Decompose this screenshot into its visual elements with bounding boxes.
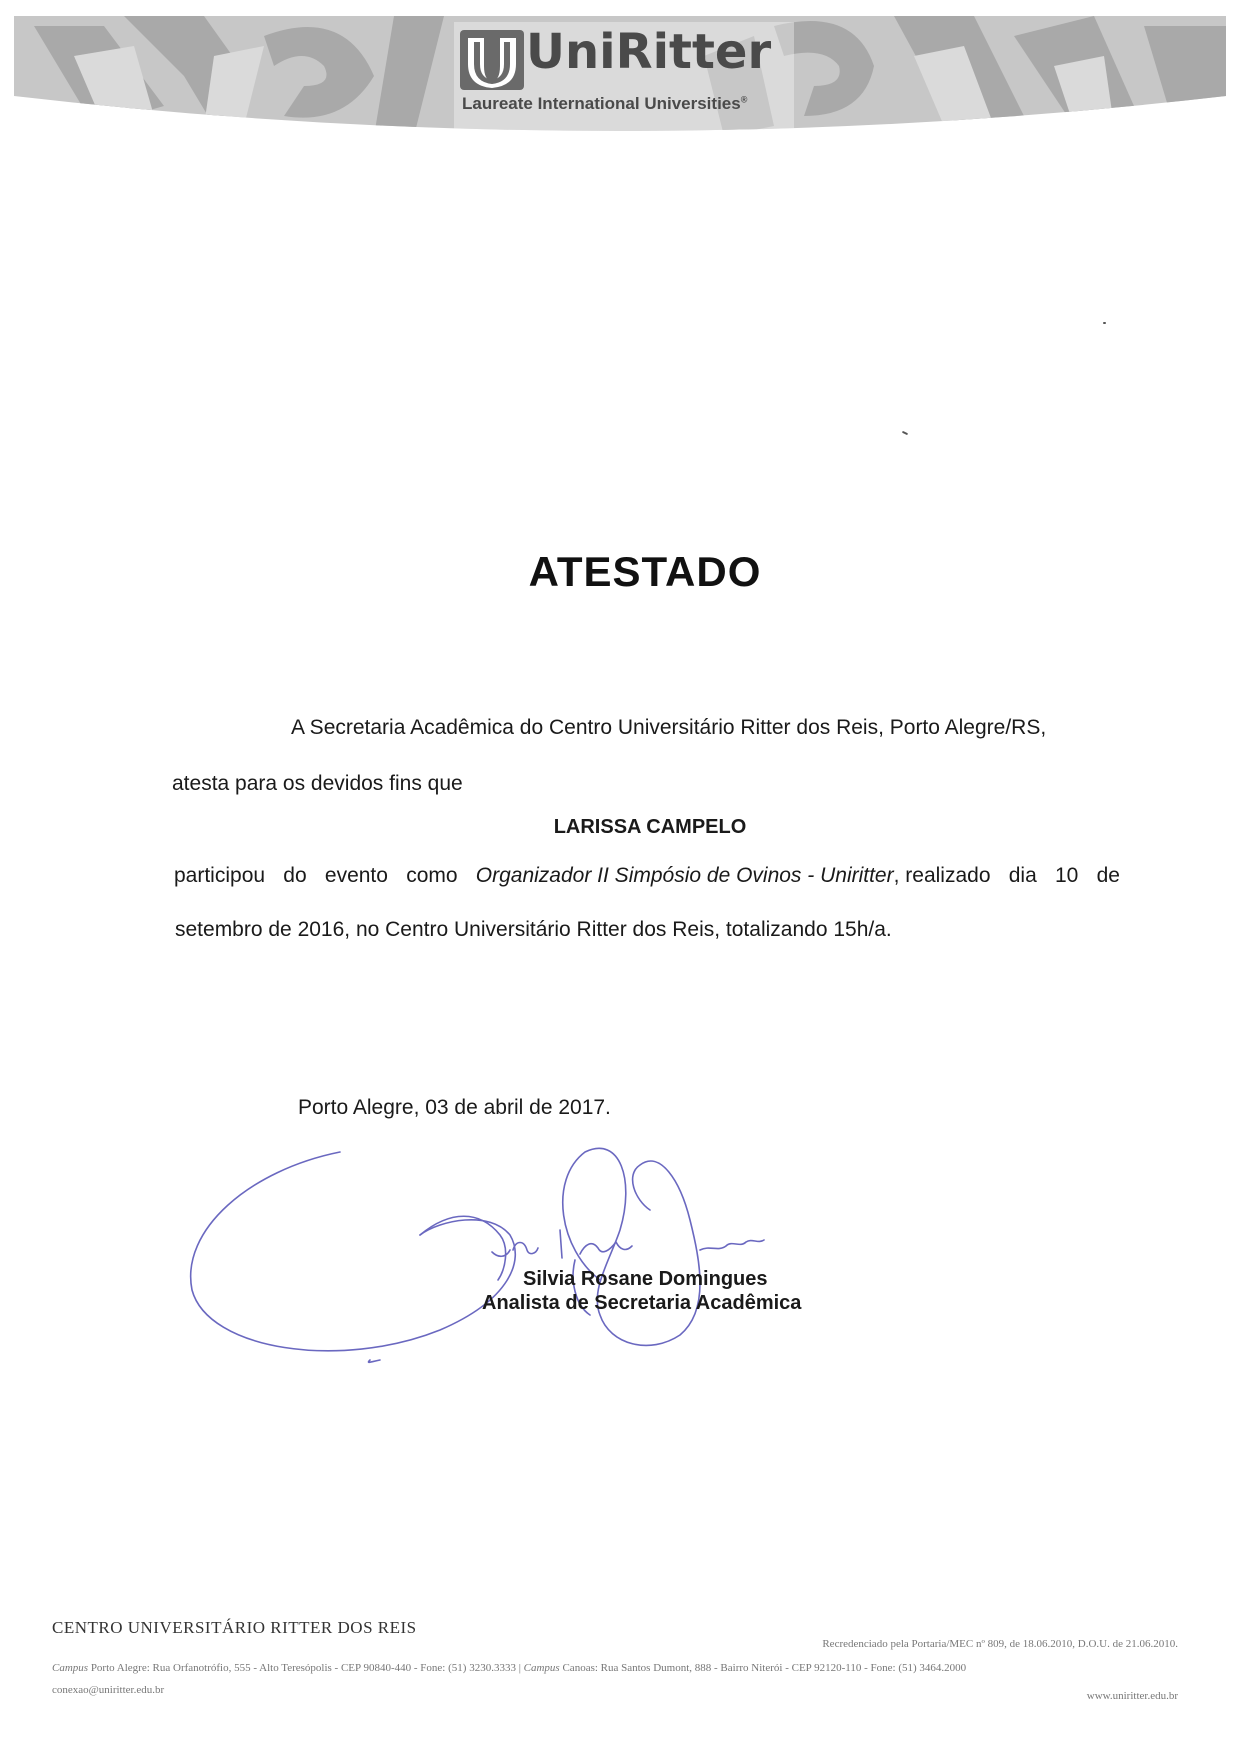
campus-label: Campus bbox=[52, 1662, 89, 1674]
ritter-shield-icon bbox=[460, 30, 524, 90]
place-date: Porto Alegre, 03 de abril de 2017. bbox=[298, 1096, 611, 1119]
logo-tagline bbox=[462, 94, 747, 114]
word: participou bbox=[174, 864, 266, 887]
word: 10 bbox=[1055, 864, 1079, 887]
uniritter-logo bbox=[460, 24, 820, 128]
paragraph-participation bbox=[174, 864, 1120, 888]
word: dia bbox=[1008, 864, 1037, 887]
word: como bbox=[406, 864, 458, 887]
footer-website-link[interactable]: www.uniritter.edu.br bbox=[1086, 1690, 1178, 1702]
scan-speck bbox=[902, 431, 908, 435]
document-title: ATESTADO bbox=[528, 548, 762, 595]
person-name: LARISSA CAMPELO bbox=[553, 816, 747, 838]
paragraph-intro: A Secretaria Acadêmica do Centro Universitário Ritter dos Reis, Porto Alegre/RS, bbox=[291, 716, 1047, 739]
event-title: Organizador II Simpósio de Ovinos - Uniritter bbox=[475, 864, 894, 887]
footer-recredenciamento: Recredenciado pela Portaria/MEC nº 809, de 18.06.2010, D.O.U. de 21.06.2010. bbox=[822, 1638, 1178, 1650]
paragraph-date-location: setembro de 2016, no Centro Universitário Ritter dos Reis, totalizando 15h/a. bbox=[175, 918, 892, 941]
handwritten-signature bbox=[180, 1140, 860, 1390]
footer-institution: CENTRO UNIVERSITÁRIO RITTER DOS REIS bbox=[52, 1618, 417, 1637]
word: de bbox=[1096, 864, 1120, 887]
registered-mark: ® bbox=[740, 94, 748, 105]
scan-speck bbox=[1103, 322, 1106, 324]
logo-name: UniRitter bbox=[526, 24, 772, 80]
signatory-name: Silvia Rosane Domingues bbox=[523, 1268, 768, 1290]
word: do bbox=[283, 864, 307, 887]
paragraph-attests: atesta para os devidos fins que bbox=[172, 772, 463, 795]
event-title-block bbox=[476, 864, 991, 888]
campus-porto-alegre: Porto Alegre: Rua Orfanotrófio, 555 - Alto Teresópolis - CEP 90840-440 - Fone: (51) 3230.3333 | bbox=[88, 1662, 524, 1674]
logo-tagline-text: Laureate International Universities bbox=[462, 94, 741, 113]
footer-email-link[interactable]: conexao@uniritter.edu.br bbox=[52, 1684, 165, 1696]
word: , realizado bbox=[893, 864, 991, 887]
campus-label: Campus bbox=[523, 1662, 560, 1674]
word: evento bbox=[324, 864, 388, 887]
signatory-role: Analista de Secretaria Acadêmica bbox=[482, 1292, 802, 1314]
footer-campus-addresses bbox=[52, 1662, 966, 1674]
campus-canoas: Canoas: Rua Santos Dumont, 888 - Bairro Niterói - CEP 92120-110 - Fone: (51) 3464.2000 bbox=[559, 1662, 967, 1674]
